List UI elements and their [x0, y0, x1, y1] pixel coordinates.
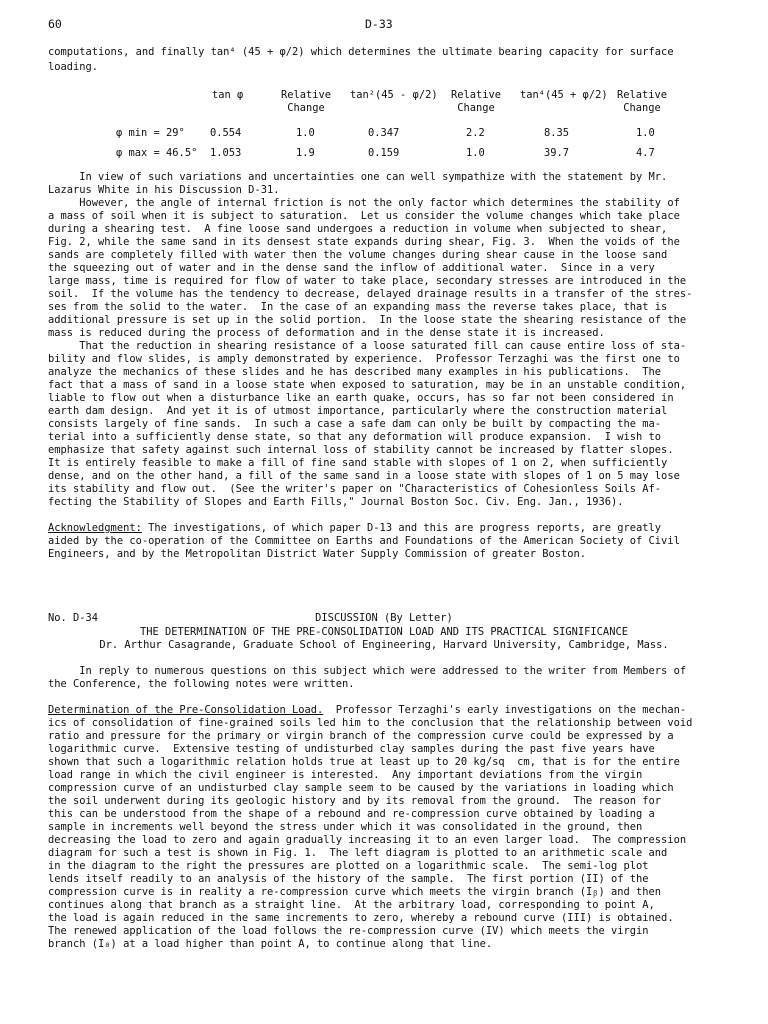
table-header: tan²(45 - φ/2)	[350, 89, 438, 101]
text-line: the squeezing out of water and in the dense sand the inflow of additional water. Since in a very	[48, 262, 655, 274]
intro-line: computations, and finally tan⁴ (45 + φ/2) which determines the ultimate bearing capacity for surface	[48, 46, 674, 58]
text-line: ses from the solid to the water. In the case of an expanding mass the reverse takes place, that is	[48, 301, 668, 313]
table-cell: 1.0	[466, 147, 485, 159]
text-line: additional pressure is set up in the solid portion. In the loose state the shearing resistance of the	[48, 314, 687, 326]
text-line: logarithmic curve. Extensive testing of undisturbed clay samples during the past five years have	[48, 743, 655, 755]
text-line: the Conference, the following notes were written.	[48, 678, 355, 690]
discussion-author: Dr. Arthur Casagrande, Graduate School of Engineering, Harvard University, Cambridge, Mass.	[99, 639, 669, 651]
intro-line: loading.	[48, 61, 99, 73]
text-line: That the reduction in shearing resistance of a loose saturated fill can cause entire loss of sta-	[48, 340, 687, 352]
text-line: ratio and pressure for the primary or virgin branch of the compression curve could be expressed by a	[48, 730, 674, 742]
acknowledgment-label: Acknowledgment:	[48, 522, 142, 534]
discussion-kind: DISCUSSION (By Letter)	[315, 612, 453, 624]
text-line: dense, and on the other hand, a fill of the same sand in a loose state with slopes of 1 on 5 may lose	[48, 470, 680, 482]
table-header: tan φ	[212, 89, 244, 101]
text-line: lends itself readily to an analysis of the history of the sample. The first portion (II) of the	[48, 873, 649, 885]
text-line: Lazarus White in his Discussion D-31.	[48, 184, 280, 196]
text-line: Engineers, and by the Metropolitan District Water Supply Commission of greater Boston.	[48, 548, 586, 560]
text-line: It is entirely feasible to make a fill of fine sand stable with slopes of 1 on 2, when sufficiently	[48, 457, 668, 469]
text-line: analyze the mechanics of these slides and he has described many examples in his publications. The	[48, 366, 662, 378]
text-line: compression curve of an undisturbed clay sample seem to be caused by the variations in loading which	[48, 782, 674, 794]
row-label: φ max = 46.5°	[116, 147, 198, 159]
text-line: continues along that branch as a straight line. At the arbitrary load, corresponding to point A,	[48, 899, 655, 911]
row-label: φ min = 29°	[116, 127, 185, 139]
table-header: Relative Change	[616, 89, 668, 115]
text-line: in the diagram to the right the pressures are plotted on a logarithmic scale. The semi-log plot	[48, 860, 649, 872]
table-cell: 1.9	[296, 147, 315, 159]
text-line: terial into a sufficiently dense state, so that any deformation will produce expansion. I wish to	[48, 431, 662, 443]
table-header: Relative Change	[280, 89, 332, 115]
section-first-line	[48, 704, 686, 717]
text-line: bility and flow slides, is amply demonstrated by experience. Professor Terzaghi was the first one to	[48, 353, 680, 365]
text-line: the soil underwent during its geologic history and by its removal from the ground. The reason for	[48, 795, 662, 807]
acknowledgment-text: The investigations, of which paper D-13 and this are progress reports, are greatly	[141, 522, 662, 534]
text-line: the load is again reduced in the same increments to zero, whereby a rebound curve (III) is obtained.	[48, 912, 674, 924]
text-line: fact that a mass of sand in a loose state when exposed to saturation, may be in an unstable condition,	[48, 379, 687, 391]
text-line: In reply to numerous questions on this subject which were addressed to the writer from Members of	[48, 665, 687, 677]
text-line: sands are completely filled with water then the volume changes during shear cause in the loose sand	[48, 249, 668, 261]
table-cell: 1.0	[636, 127, 655, 139]
text-line: compression curve is in reality a re-compression curve which meets the virgin branch (Iᵦ) and then	[48, 886, 662, 898]
text-line: large mass, time is required for flow of water to take place, secondary stresses are introduced in the	[48, 275, 687, 287]
text-line: earth dam design. And yet it is of utmost importance, particularly where the construction material	[48, 405, 668, 417]
text-line: sample in increments well beyond the stress under which it was consolidated in the ground, then	[48, 821, 643, 833]
text-line: diagram for such a test is shown in Fig. 1. The left diagram is plotted to an arithmetic scale and	[48, 847, 668, 859]
table-cell: 0.347	[368, 127, 400, 139]
text-line: emphasize that safety against such internal loss of stability cannot be increased by flatter slopes.	[48, 444, 674, 456]
text-line: In view of such variations and uncertainties one can well sympathize with the statement by Mr.	[48, 171, 668, 183]
table-header: Relative Change	[450, 89, 502, 115]
table-cell: 39.7	[544, 147, 570, 159]
text-line: shown that such a logarithmic relation holds true at least up to 20 kg/sq cm, that is for the entire	[48, 756, 680, 768]
text-line: its stability and flow out. (See the writer's paper on "Characteristics of Cohesionless Soils Af-	[48, 483, 662, 495]
table-header: tan⁴(45 + φ/2)	[520, 89, 608, 101]
text-line: consists largely of fine sands. In such a case a safe dam can only be built by compacting the ma-	[48, 418, 662, 430]
table-cell: 1.053	[210, 147, 242, 159]
text-line: The renewed application of the load follows the re-compression curve (IV) which meets the virgin	[48, 925, 649, 937]
discussion-title: THE DETERMINATION OF THE PRE-CONSOLIDATION LOAD AND ITS PRACTICAL SIGNIFICANCE	[140, 626, 628, 638]
text-line: load range in which the civil engineer is interested. Any important deviations from the virgin	[48, 769, 643, 781]
document-code: D-33	[365, 17, 393, 31]
acknowledgment-first-line	[48, 522, 661, 535]
text-line: soil. If the volume has the tendency to decrease, delayed drainage results in a transfer of the stres-	[48, 288, 693, 300]
table-cell: 0.554	[210, 127, 242, 139]
text-line: aided by the co-operation of the Committee on Earths and Foundations of the American Society of Civil	[48, 535, 680, 547]
text-line: fecting the Stability of Slopes and Earth Fills," Journal Boston Soc. Civ. Eng. Jan., 1936).	[48, 496, 624, 508]
text-line: ics of consolidation of fine-grained soils led him to the conclusion that the relationship between void	[48, 717, 693, 729]
table-cell: 4.7	[636, 147, 655, 159]
text-line: a mass of soil when it is subject to saturation. Let us consider the volume changes which take place	[48, 210, 680, 222]
page-number: 60	[48, 17, 62, 31]
text-line: during a shearing test. A fine loose sand undergoes a reduction in volume when subjected to shear,	[48, 223, 668, 235]
text-line: mass is reduced during the process of deformation and in the dense state it is increased.	[48, 327, 605, 339]
table-cell: 0.159	[368, 147, 400, 159]
text-line: branch (I₀) at a load higher than point A, to continue along that line.	[48, 938, 493, 950]
section-heading: Determination of the Pre-Consolidation Load.	[48, 704, 324, 716]
text-line: Fig. 2, while the same sand in its densest state expands during shear, Fig. 3. When the voids of the	[48, 236, 680, 248]
text-line: decreasing the load to zero and again gradually increasing it to an even larger load. The compression	[48, 834, 687, 846]
table-cell: 8.35	[544, 127, 570, 139]
text-line: However, the angle of internal friction is not the only factor which determines the stability of	[48, 197, 680, 209]
text-line: this can be understood from the shape of a rebound and re-compression curve obtained by loading a	[48, 808, 655, 820]
table-cell: 2.2	[466, 127, 485, 139]
table-cell: 1.0	[296, 127, 315, 139]
section-text: Professor Terzaghi's early investigations on the mechan-	[323, 704, 687, 716]
discussion-number: No. D-34	[48, 612, 99, 624]
text-line: liable to flow out when a disturbance like an earth quake, occurs, has so far not been considered in	[48, 392, 674, 404]
